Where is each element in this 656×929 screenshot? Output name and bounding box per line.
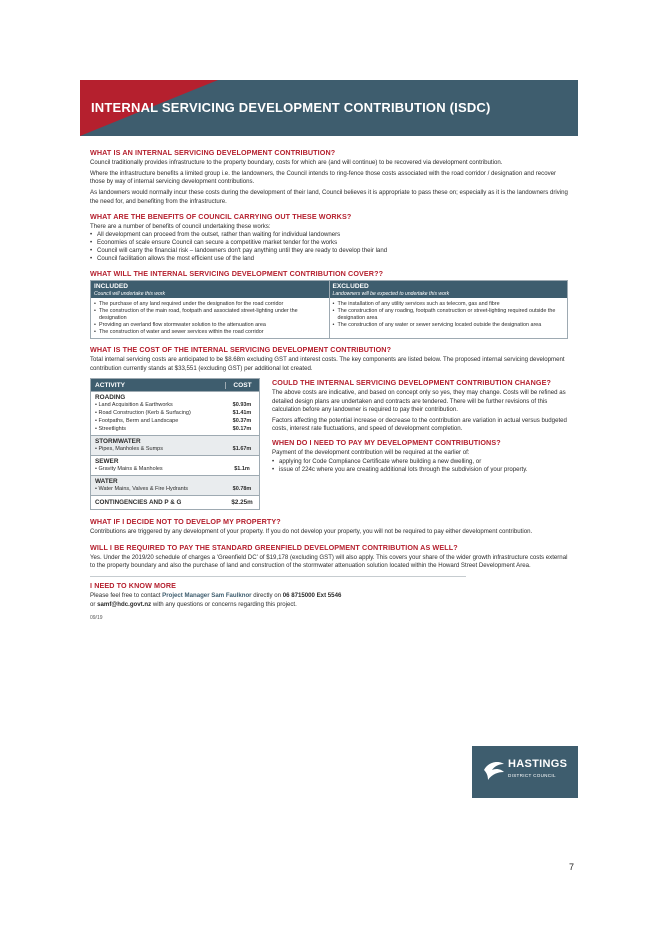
row-cost: $0.37m <box>232 418 252 425</box>
paragraph: Payment of the development contribution will be required at the earlier of: <box>272 448 470 456</box>
cost-column-header: COST <box>225 382 259 389</box>
list-item: • Council facilitation allows the most efficient use of the land <box>90 255 568 263</box>
excluded-title: EXCLUDED <box>332 283 369 291</box>
list-item: • Providing an overland flow stormwater solution to the attenuation area <box>94 322 326 329</box>
cost-section <box>90 378 568 510</box>
cost-group-water <box>91 475 259 495</box>
included-excluded-table <box>90 280 568 339</box>
list-item: • The construction of the main road, footpath and associated street-lighting under the designation <box>94 308 326 322</box>
document-content <box>90 148 568 621</box>
total-label: CONTINGENCIES AND P & G <box>95 499 182 507</box>
date-code: 09/19 <box>90 615 103 622</box>
group-name: SEWER <box>95 458 119 466</box>
included-column <box>91 281 329 338</box>
contact-line-1: Please feel free to contact Project Manager Sam Faulknor directly on 06 8715000 Ext 5546 <box>90 592 342 600</box>
heading-cost: WHAT IS THE COST OF THE INTERNAL SERVICING DEVELOPMENT CONTRIBUTION? <box>90 345 392 355</box>
paragraph: Where the infrastructure benefits a limited group i.e. the landowners, the Council intends to ring-fence those costs associated with the road corridor / designation and recover those by way of internal servicing development contributions. <box>90 169 557 186</box>
included-subtitle: Council will undertake this work <box>94 291 166 298</box>
when-pay-list <box>272 458 568 474</box>
contact-email-link[interactable]: samf@hdc.govt.nz <box>97 600 152 608</box>
row-cost: $1.67m <box>232 446 252 453</box>
table-row <box>91 417 259 425</box>
excluded-body <box>330 298 568 331</box>
list-item: • issue of 224c where you are creating additional lots through the subdivision of your property. <box>272 466 568 474</box>
row-label: • Footpaths, Berm and Landscape <box>95 418 179 425</box>
page-number: 7 <box>569 862 575 872</box>
paragraph: The above costs are indicative, and based on concept only so yes, they may change. Costs will be refined as detailed design plans are undertaken and contracts are tendered. There will be further revisions of this calculation before any landowner is required to pay their contribution. <box>272 389 566 414</box>
row-label: • Land Acquisition & Earthworks <box>95 402 173 409</box>
document-page <box>80 80 578 798</box>
document-title: INTERNAL SERVICING DEVELOPMENT CONTRIBUTION (ISDC) <box>91 100 491 115</box>
list-item: • Economies of scale ensure Council can secure a competitive market tender for the works <box>90 239 568 247</box>
list-item: • applying for Code Compliance Certificate where building a new dwelling, or <box>272 458 568 466</box>
heading-what-is: WHAT IS AN INTERNAL SERVICING DEVELOPMENT CONTRIBUTION? <box>90 148 336 157</box>
list-item: • The installation of any utility services such as telecom, gas and fibre <box>333 301 565 308</box>
list-item: • The construction of any water or sewer servicing located outside the designation area <box>333 322 565 329</box>
heading-greenfield: WILL I BE REQUIRED TO PAY THE STANDARD GREENFIELD DEVELOPMENT CONTRIBUTION AS WELL? <box>90 542 458 552</box>
cost-group-stormwater <box>91 435 259 455</box>
paragraph: As landowners would normally incur these costs during the development of their land, Council believes it is appropriate to pass these on; especially as it is the landowners driving the need for, and benefiting from the infrastructure. <box>90 189 568 205</box>
row-label: • Water Mains, Valves & Fire Hydrants <box>95 486 189 493</box>
benefits-list <box>90 231 568 263</box>
cost-table-column <box>90 378 260 510</box>
contact-line-2: or samf@hdc.govt.nz with any questions or concerns regarding this project. <box>90 600 297 608</box>
excluded-column <box>329 281 568 338</box>
logo-subtitle: DISTRICT COUNCIL <box>508 773 556 778</box>
heading-change: COULD THE INTERNAL SERVICING DEVELOPMENT CONTRIBUTION CHANGE? <box>272 378 551 388</box>
row-label: • Gravity Mains & Manholes <box>95 466 163 473</box>
list-item: • Council will carry the financial risk – landowners don't pay anything until they are ready to develop their land <box>90 247 568 255</box>
paragraph: There are a number of benefits of council undertaking these works: <box>90 223 271 231</box>
excluded-list <box>333 301 565 329</box>
heading-benefits: WHAT ARE THE BENEFITS OF COUNCIL CARRYING OUT THESE WORKS? <box>90 212 352 222</box>
table-row <box>91 401 259 409</box>
cost-text-column <box>260 378 568 510</box>
included-body <box>91 298 329 338</box>
included-title: INCLUDED <box>94 283 129 291</box>
included-list <box>94 301 326 336</box>
divider <box>90 576 466 577</box>
group-name: WATER <box>95 478 118 486</box>
row-cost: $0.17m <box>232 426 252 433</box>
heading-cover: WHAT WILL THE INTERNAL SERVICING DEVELOPMENT CONTRIBUTION COVER?? <box>90 269 384 279</box>
table-row <box>91 409 259 417</box>
row-cost: $1.1m <box>234 466 250 473</box>
paragraph: Council traditionally provides infrastructure to the property boundary, costs for which are (and will continue) to be recovered via development contribution. <box>90 159 503 166</box>
paragraph: Yes. Under the 2019/20 schedule of charges a 'Greenfield DC' of $19,178 (excluding GST) will also apply. This covers your share of the wider growth infrastructure costs external to the property boundary and also the purchase of land and construction of the stormwater attenuation solution located within the Howard Street Development Area. <box>90 553 568 570</box>
table-row <box>91 465 259 473</box>
excluded-header <box>330 281 568 298</box>
row-label: • Streetlights <box>95 426 126 433</box>
activity-column-header: ACTIVITY <box>95 381 126 389</box>
table-row <box>91 485 259 493</box>
cost-group-sewer <box>91 455 259 475</box>
list-item: • The construction of any roading, footpath construction or street-lighting required outside the designation area <box>333 308 565 322</box>
hastings-logo <box>472 746 578 798</box>
contact-name: Project Manager Sam Faulknor <box>162 592 252 600</box>
row-label: • Road Construction (Kerb & Surfacing) <box>95 410 191 417</box>
paragraph: Factors affecting the potential increase or decrease to the contribution are variation in actual versus budgeted costs, interest rate fluctuations, and speed of development completion. <box>272 416 567 433</box>
row-cost: $0.93m <box>232 402 252 409</box>
group-name: STORMWATER <box>95 438 141 446</box>
heading-when-pay: WHEN DO I NEED TO PAY MY DEVELOPMENT CONTRIBUTIONS? <box>272 437 501 447</box>
contact-phone[interactable]: 06 8715000 Ext 5546 <box>282 592 342 600</box>
heading-know-more: I NEED TO KNOW MORE <box>90 581 177 591</box>
list-item: • The purchase of any land required under the designation for the road corridor <box>94 301 326 308</box>
cost-group-roading <box>91 391 259 435</box>
logo-name: HASTINGS <box>508 758 568 770</box>
heading-not-develop: WHAT IF I DECIDE NOT TO DEVELOP MY PROPERTY? <box>90 517 281 527</box>
row-cost: $0.78m <box>232 486 252 493</box>
title-banner <box>80 80 578 136</box>
group-name: ROADING <box>95 394 126 402</box>
table-row <box>91 425 259 433</box>
cost-table-header <box>91 379 259 391</box>
bird-logo-icon <box>482 758 506 782</box>
paragraph: Total internal servicing costs are anticipated to be $8.68m excluding GST and interest costs. The key components are listed below. The proposed internal servicing development contribution currently stands at $33,551 (excluding GST) per additional lot created. <box>90 356 565 372</box>
total-cost: $2.25m <box>231 499 253 507</box>
cost-table <box>90 378 260 510</box>
excluded-subtitle: Landowners will be expected to undertake this work <box>332 291 450 298</box>
included-header <box>91 281 329 298</box>
row-cost: $1.41m <box>232 410 252 417</box>
list-item: • The construction of water and sewer services within the road corridor <box>94 329 326 336</box>
paragraph: Contributions are triggered by any development of your property. If you do not develop your property, you will not be required to pay either development contribution. <box>90 528 533 536</box>
contingencies-row <box>91 495 259 509</box>
list-item: • All development can proceed from the outset, rather than waiting for individual landowners <box>90 231 568 239</box>
row-label: • Pipes, Manholes & Sumps <box>95 446 163 453</box>
table-row <box>91 445 259 453</box>
